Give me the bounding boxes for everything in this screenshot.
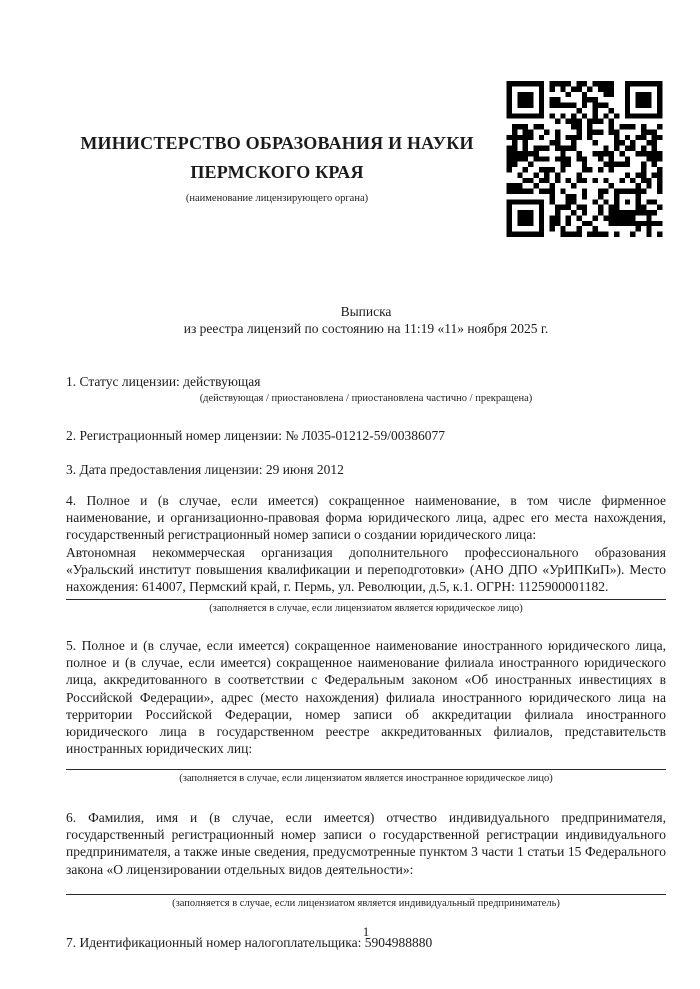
section-foreign-entity: [66, 637, 666, 785]
ministry-name-line1: МИНИСТЕРСТВО ОБРАЗОВАНИЯ И НАУКИ: [80, 133, 474, 153]
legal-entity-value: Автономная некоммерческая организация дополнительного профессионального образования «Уральский институт повышения квалификации и переподготовки» (АНО ДПО «УрИПКиП»). Место нахождения: 614007, Пермский край, г. Пермь, ул. Революции, д.5, к.1. ОГРН: 1125900001182.: [66, 544, 666, 595]
ministry-caption: (наименование лицензирующего органа): [185, 193, 369, 204]
section-license-status: [66, 373, 666, 405]
issuing-authority-header: [62, 129, 492, 204]
taxpayer-id: 7. Идентификационный номер налогоплательщика: 5904988880: [66, 934, 433, 950]
foreign-entity-rule: [66, 769, 666, 770]
entrepreneur-caption: (заполняется в случае, если лицензиатом является индивидуальный предприниматель): [172, 897, 560, 909]
license-registration-number: 2. Регистрационный номер лицензии: № Л035-01212-59/00386077: [66, 428, 446, 444]
license-grant-date: 3. Дата предоставления лицензии: 29 июня 2012: [66, 461, 344, 477]
legal-entity-label: 4. Полное и (в случае, если имеется) сокращенное наименование, в том числе фирменное наименование, и организационно-правовая форма юридического лица, адрес его места нахождения, государственный регистрационный номер записи о создании юридического лица:: [66, 492, 666, 543]
document-body: [66, 303, 666, 951]
ministry-name-line2: ПЕРМСКОГО КРАЯ: [190, 162, 364, 182]
page-number: 1: [362, 924, 370, 939]
legal-entity-rule: [66, 599, 666, 600]
document-title: [66, 303, 666, 337]
license-status-options-caption: (действующая / приостановлена / приостановлена частично / прекращена): [199, 393, 533, 405]
document-title-line2: из реестра лицензий по состоянию на 11:19 «11» ноября 2025 г.: [183, 321, 549, 336]
license-status-text: 1. Статус лицензии: действующая: [66, 374, 261, 389]
qr-code: [505, 81, 664, 237]
foreign-entity-label: 5. Полное и (в случае, если имеется) сокращенное наименование иностранного юридического лица, полное и (в случае, если имеется) сокращенное наименование филиала иностранного юридического лица, аккредитованного в соответствии с Федеральным законом «Об иностранных инвестициях в Российской Федерации», адрес (место нахождения) филиала иностранного юридического лица на территории Российской Федерации, номер записи об аккредитации филиала иностранного юридического лица в государственном реестре аккредитованных филиалов, представительств иностранных юридических лиц:: [66, 637, 666, 757]
section-entrepreneur: [66, 809, 666, 910]
entrepreneur-rule: [66, 894, 666, 895]
foreign-entity-caption: (заполняется в случае, если лицензиатом является иностранное юридическое лицо): [179, 772, 553, 784]
entrepreneur-label: 6. Фамилия, имя и (в случае, если имеется) отчество индивидуального предпринимателя, государственный регистрационный номер записи о государственной регистрации индивидуального предпринимателя, а также иные сведения, предусмотренные пунктом 3 части 1 статьи 15 Федерального закона «О лицензировании отдельных видов деятельности»:: [66, 809, 666, 877]
document-title-line1: Выписка: [340, 304, 392, 319]
section-legal-entity: [66, 492, 666, 615]
legal-entity-caption: (заполняется в случае, если лицензиатом является юридическое лицо): [209, 602, 523, 614]
